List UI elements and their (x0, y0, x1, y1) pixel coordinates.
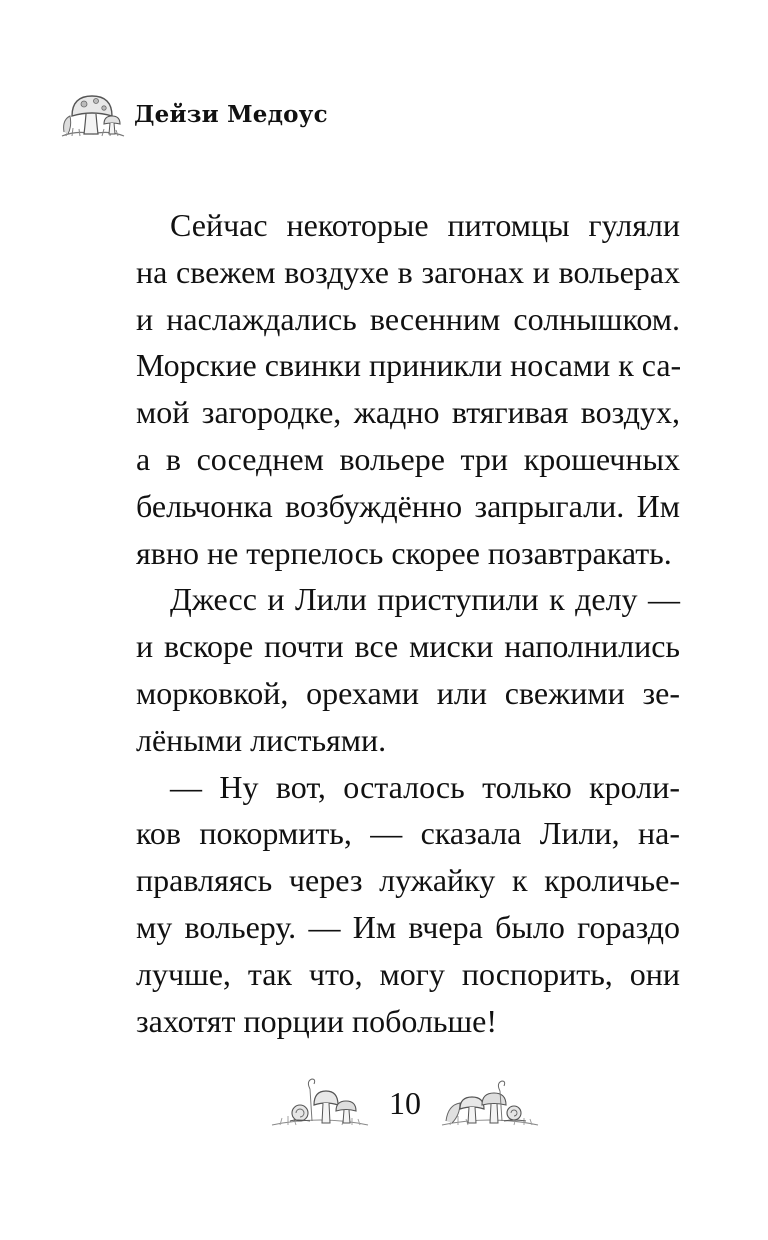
author-name: Дейзи Медоус (134, 100, 328, 128)
text-line: бельчонка возбуждённо запрыгали. Им (136, 487, 680, 524)
text-line: мой загородке, жадно втягивая воздух, (136, 394, 680, 431)
text-line: Сейчас некоторые питомцы гуляли (170, 207, 680, 243)
mushroom-ornament-icon (440, 1075, 540, 1131)
text-line: на свежем воздухе в загонах и вольерах (136, 253, 680, 290)
text-line: лёными листьями. (136, 721, 387, 758)
text-line: явно не терпелось скорее позавтракать. (136, 534, 672, 571)
text-line: Морские свинки приникли носами к са- (136, 347, 682, 384)
paragraph-1 (136, 202, 680, 576)
page-footer (0, 1075, 768, 1135)
page-number: 10 (389, 1085, 421, 1121)
text-line: и вскоре почти все миски наполнились (136, 628, 680, 665)
text-line: правляясь через лужайку к кроличье- (136, 862, 680, 899)
running-header (58, 86, 328, 142)
text-line: лучше, так что, могу поспорить, они (136, 955, 680, 992)
text-line: Джесс и Лили приступили к делу — (170, 581, 680, 618)
text-line: и наслаждались весенним солнышком. (136, 300, 680, 337)
text-line: захотят порции побольше! (136, 1002, 498, 1039)
text-line: а в соседнем вольере три крошечных (136, 440, 680, 477)
mushroom-ornament-icon (270, 1075, 370, 1131)
text-line: — Ну вот, осталось только кроли- (170, 768, 680, 805)
paragraph-2 (136, 576, 680, 763)
text-line: морковкой, орехами или свежими зе- (136, 674, 680, 711)
text-line: му вольеру. — Им вчера было гораздо (136, 908, 680, 945)
mushroom-ornament-icon (58, 86, 128, 142)
paragraph-3 (136, 764, 680, 1045)
text-line: ков покормить, — сказала Лили, на- (136, 815, 680, 852)
page-body (136, 202, 680, 1044)
